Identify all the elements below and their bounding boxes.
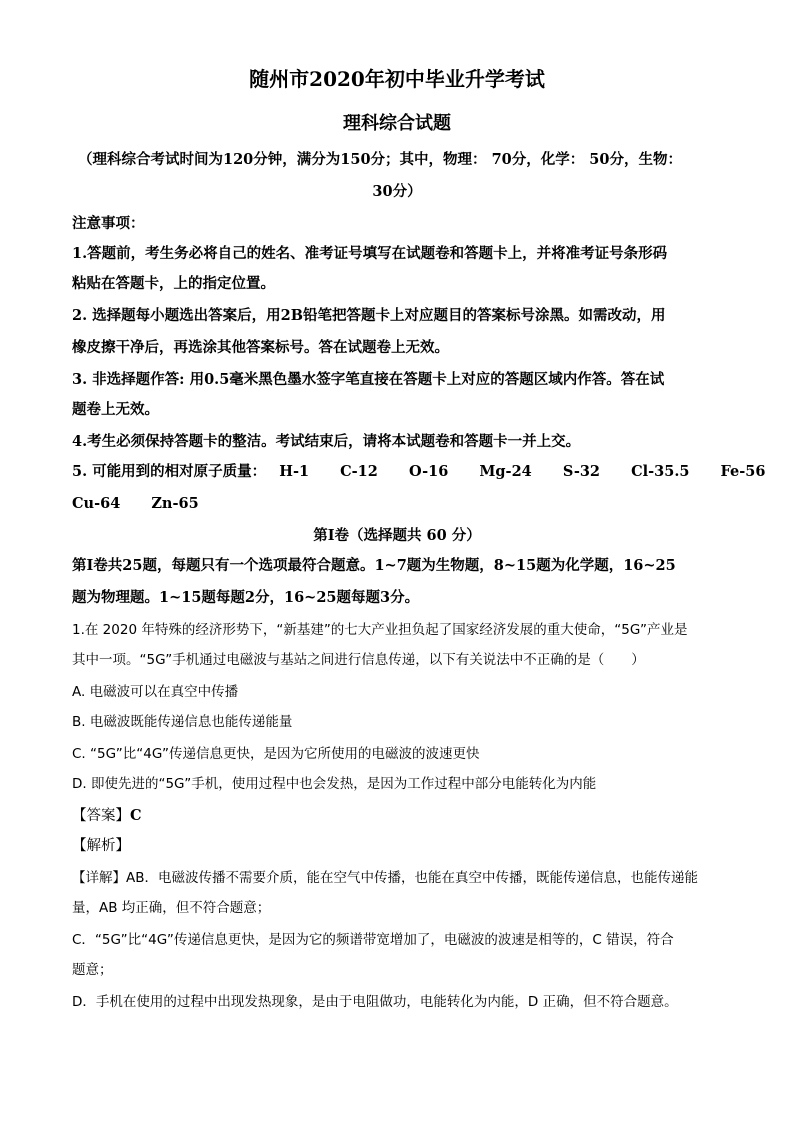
answer-line <box>72 806 732 826</box>
atomic-mass-c: C-12 <box>340 463 378 480</box>
exam-subtitle: 理科综合试题 <box>343 113 451 134</box>
question-1-option-b: B. 电磁波既能传递信息也能传递能量 <box>72 714 293 730</box>
question-1-stem-line-1: 1.在 2020 年特殊的经济形势下，“新基建”的七大产业担负起了国家经济发展的重大使命，“5G”产业是 <box>72 622 688 638</box>
detail-label: 【详解】 <box>72 870 126 886</box>
question-1-option-c: C. “5G”比“4G”传递信息更快，是因为它所使用的电磁波的波速更快 <box>72 746 480 762</box>
detail-line-3: C．“5G”比“4G”传递信息更快，是因为它的频谱带宽增加了，电磁波的波速是相等的，C 错误，符合 <box>72 932 674 948</box>
question-1-option-d: D. 即使先进的“5G”手机，使用过程中也会发热，是因为工作过程中部分电能转化为内能 <box>72 776 597 792</box>
atomic-mass-cl: Cl-35.5 <box>631 463 690 480</box>
answer-value: C <box>130 807 142 824</box>
atomic-mass-fe: Fe-56 <box>720 463 766 480</box>
section-intro-line-2: 题为物理题。1~15题每题2分，16~25题每题3分。 <box>72 589 420 606</box>
notes-heading: 注意事项： <box>72 215 145 232</box>
note-5-line-2 <box>72 494 732 514</box>
score-info-line-2: 30分） <box>372 183 422 200</box>
note-4: 4.考生必须保持答题卡的整洁。考试结束后，请将本试题卷和答题卡一并上交。 <box>72 433 581 450</box>
detail-text-1: AB．电磁波传播不需要介质，能在空气中传播，也能在真空中传播，既能传递信息，也能传递能 <box>126 870 698 886</box>
answer-label: 【答案】 <box>72 808 130 824</box>
note-3-line-1: 3. 非选择题作答: 用0.5毫米黑色墨水签字笔直接在答题卡上对应的答题区域内作答。答在试 <box>72 371 665 388</box>
note-5-prefix: 5. 可能用到的相对原子质量： <box>72 463 267 480</box>
atomic-mass-mg: Mg-24 <box>479 463 532 480</box>
note-1-line-1: 1.答题前，考生务必将自己的姓名、准考证号填写在试题卷和答题卡上，并将准考证号条形码 <box>72 245 668 262</box>
atomic-mass-h: H-1 <box>279 463 310 480</box>
atomic-mass-zn: Zn-65 <box>151 495 199 512</box>
score-info-line-1: （理科综合考试时间为120分钟，满分为150分；其中，物理： 70分，化学： 50分，生物： <box>78 151 682 168</box>
question-1-stem-line-2: 其中一项。“5G”手机通过电磁波与基站之间进行信息传递，以下有关说法中不正确的是（ ） <box>72 652 645 668</box>
detail-line-1 <box>72 868 732 888</box>
note-1-line-2: 粘贴在答题卡，上的指定位置。 <box>72 275 275 292</box>
detail-line-5: D．手机在使用的过程中出现发热现象，是由于电阻做功，电能转化为内能，D 正确，但不符合题意。 <box>72 994 678 1010</box>
section-heading: 第I卷（选择题共 60 分） <box>313 527 481 544</box>
note-2-line-2: 橡皮擦干净后，再选涂其他答案标号。答在试题卷上无效。 <box>72 339 449 356</box>
note-2-line-1: 2. 选择题每小题选出答案后，用2B铅笔把答题卡上对应题目的答案标号涂黑。如需改动，用 <box>72 307 666 324</box>
analysis-label: 【解析】 <box>72 838 130 854</box>
note-3-line-2: 题卷上无效。 <box>72 401 159 418</box>
exam-title: 随州市2020年初中毕业升学考试 <box>249 67 545 91</box>
note-5-line-1 <box>72 462 766 482</box>
detail-line-4: 题意； <box>72 962 113 978</box>
section-intro-line-1: 第I卷共25题，每题只有一个选项最符合题意。1~7题为生物题，8~15题为化学题，16~25 <box>72 557 676 574</box>
atomic-mass-cu: Cu-64 <box>72 495 121 512</box>
analysis-line <box>72 836 732 856</box>
atomic-mass-s: S-32 <box>562 463 601 480</box>
question-1-option-a: A. 电磁波可以在真空中传播 <box>72 684 239 700</box>
detail-line-2: 量，AB 均正确，但不符合题意； <box>72 900 271 916</box>
atomic-mass-o: O-16 <box>408 463 449 480</box>
